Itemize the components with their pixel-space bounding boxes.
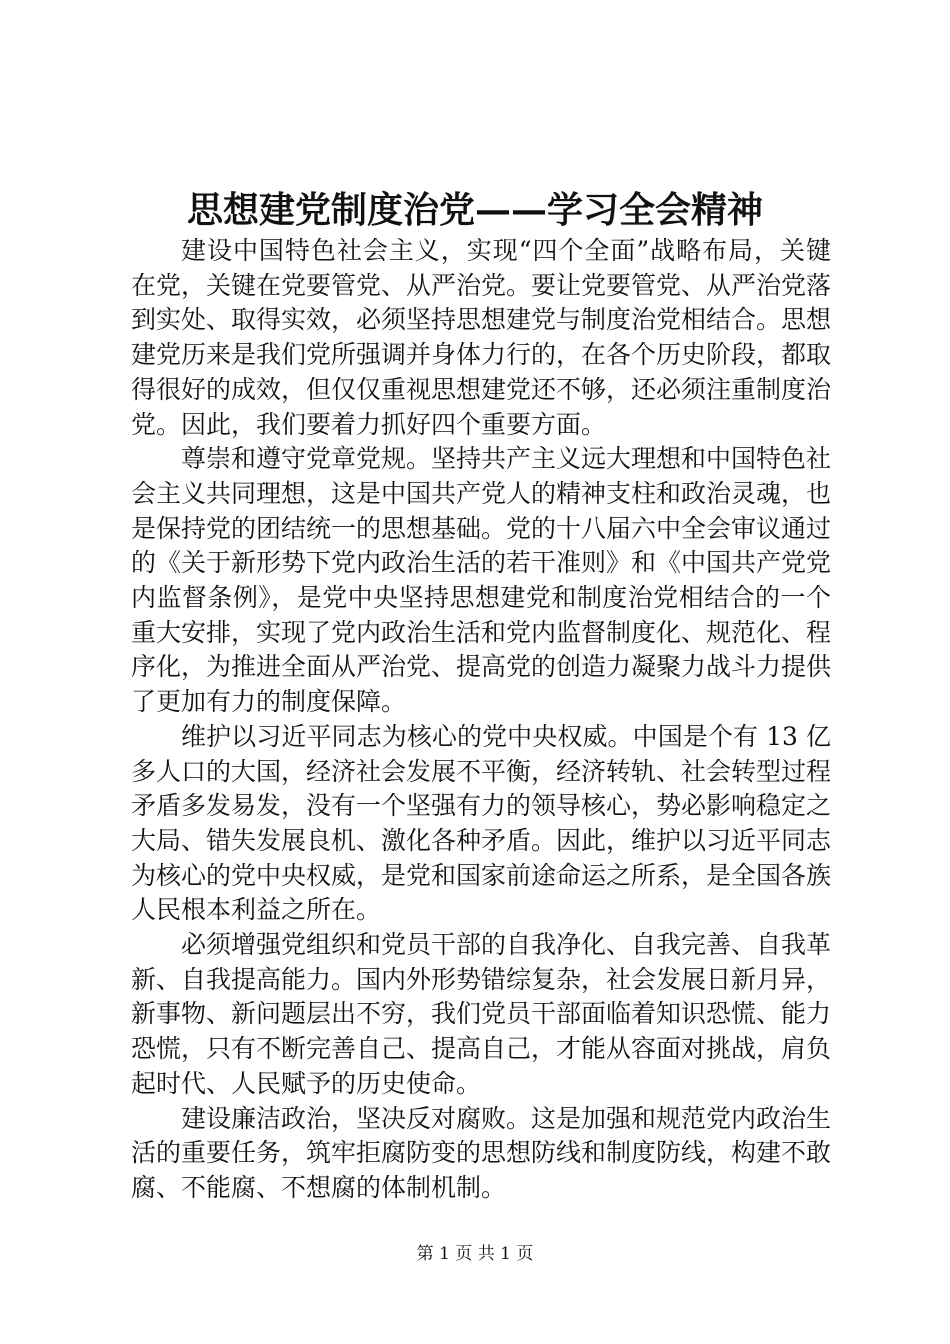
paragraph-intro: 建设中国特色社会主义，实现“四个全面”战略布局，关键在党，关键在党要管党、从严治党。要让党要管党、从严治党落到实处、取得实效，必须坚持思想建党与制度治党相结合。思想建党历来是我们党所强调并身体力行的，在各个历史阶段，都取得很好的成效，但仅仅重视思想建党还不够，还必须注重制度治党。因此，我们要着力抓好四个重要方面。 [131, 236, 832, 439]
document-body [131, 234, 831, 1206]
document-title: 思想建党制度治党——学习全会精神 [186, 189, 763, 231]
page-footer: 第 1 页 共 1 页 [416, 1244, 534, 1264]
paragraph-anti-corruption: 建设廉洁政治，坚决反对腐败。这是加强和规范党内政治生活的重要任务，筑牢拒腐防变的思想防线和制度防线，构建不敢腐、不能腐、不想腐的体制机制。 [131, 1103, 832, 1202]
paragraph-central-authority: 维护以习近平同志为核心的党中央权威。中国是个有 13 亿多人口的大国，经济社会发展不平衡，经济转轨、社会转型过程矛盾多发易发，没有一个坚强有力的领导核心，势必影响稳定之大局、错失发展良机、激化各种矛盾。因此，维护以习近平同志为核心的党中央权威，是党和国家前途命运之所系，是全国各族人民根本利益之所在。 [131, 721, 832, 925]
paragraph-self-improvement: 必须增强党组织和党员干部的自我净化、自我完善、自我革新、自我提高能力。国内外形势错综复杂，社会发展日新月异，新事物、新问题层出不穷，我们党员干部面临着知识恐慌、能力恐慌，只有不断完善自己、提高自己，才能从容面对挑战，肩负起时代、人民赋予的历史使命。 [131, 930, 832, 1098]
paragraph-party-constitution: 尊崇和遵守党章党规。坚持共产主义远大理想和中国特色社会主义共同理想，这是中国共产党人的精神支柱和政治灵魂，也是保持党的团结统一的思想基础。党的十八届六中全会审议通过的《关于新形势下党内政治生活的若干准则》和《中国共产党党内监督条例》，是党中央坚持思想建党和制度治党相结合的一个重大安排，实现了党内政治生活和党内监督制度化、规范化、程序化，为推进全面从严治党、提高党的创造力凝聚力战斗力提供了更加有力的制度保障。 [131, 444, 832, 717]
